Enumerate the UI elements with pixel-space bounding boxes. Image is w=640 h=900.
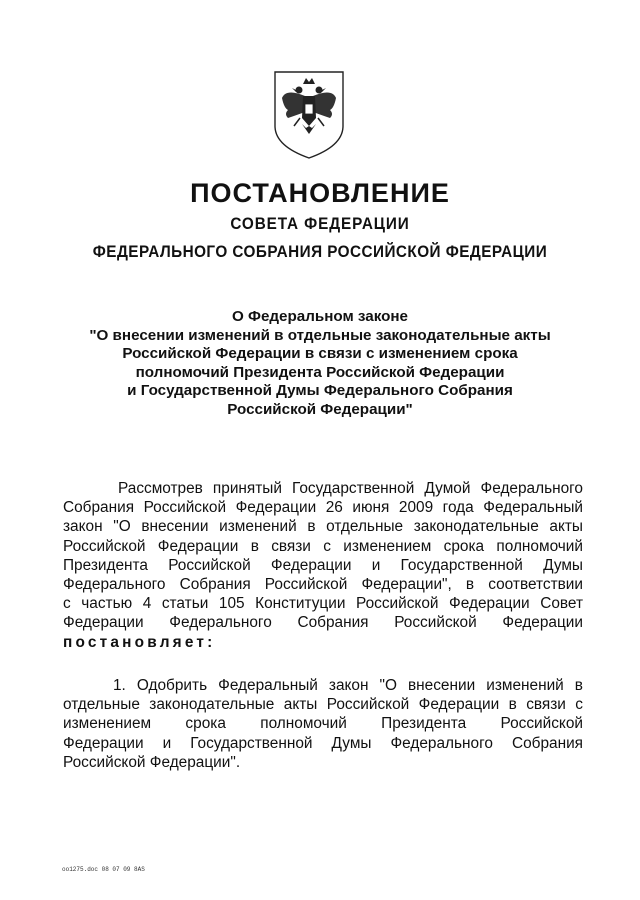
- russian-double-headed-eagle-icon: [272, 68, 346, 160]
- paragraph-line: Федерации и Государственной Думы Федерального Собрания: [63, 734, 583, 752]
- paragraph-line: изменением срока полномочий Президента Российской: [63, 715, 583, 733]
- paragraph-line: Собрания Российской Федерации 26 июня 2009 года Федеральный: [63, 499, 583, 517]
- resolves-word: постановляет:: [63, 633, 216, 651]
- paragraph-line: Российской Федерации в связи с изменением срока полномочий: [63, 537, 583, 555]
- paragraph-line: Федерального Собрания Российской Федерации", в соответствии: [63, 576, 583, 594]
- paragraph-line: отдельные законодательные акты Российской Федерации в связи с: [63, 696, 583, 714]
- paragraph-line: Федерации Федерального Собрания Российской Федерации: [63, 614, 583, 632]
- resolution-subject: [60, 308, 580, 420]
- paragraph-line: 1. Одобрить Федеральный закон "О внесении изменений в: [113, 677, 583, 694]
- paragraph-line: Рассмотрев принятый Государственной Думой Федерального: [118, 480, 583, 497]
- subject-line: О Федеральном законе: [231, 308, 409, 325]
- subject-line: полномочий Президента Российской Федерации: [135, 363, 505, 381]
- paragraph-line: Российской Федерации".: [63, 753, 241, 771]
- subject-line: и Государственной Думы Федерального Собрания: [127, 382, 513, 400]
- document-kind-title: ПОСТАНОВЛЕНИЕ: [190, 178, 450, 208]
- subject-line: Российской Федерации в связи с изменением срока: [122, 345, 518, 363]
- preamble-paragraph: [63, 479, 583, 652]
- document-file-code: оо1275.doc 08 07 09 8AS: [62, 866, 145, 873]
- paragraph-line: закон "О внесении изменений в отдельные законодательные акты: [63, 518, 583, 536]
- issuer-line-1: СОВЕТА ФЕДЕРАЦИИ: [230, 214, 410, 233]
- paragraph-line: Президента Российской Федерации и Государственной Думы: [63, 556, 583, 574]
- issuer-line-2: ФЕДЕРАЛЬНОГО СОБРАНИЯ РОССИЙСКОЙ ФЕДЕРАЦИИ: [92, 242, 548, 261]
- subject-line: "О внесении изменений в отдельные законодательные акты: [89, 326, 551, 344]
- resolution-item-1: [63, 676, 583, 772]
- paragraph-line: с частью 4 статьи 105 Конституции Российской Федерации Совет: [63, 595, 583, 613]
- subject-line: Российской Федерации": [227, 400, 413, 418]
